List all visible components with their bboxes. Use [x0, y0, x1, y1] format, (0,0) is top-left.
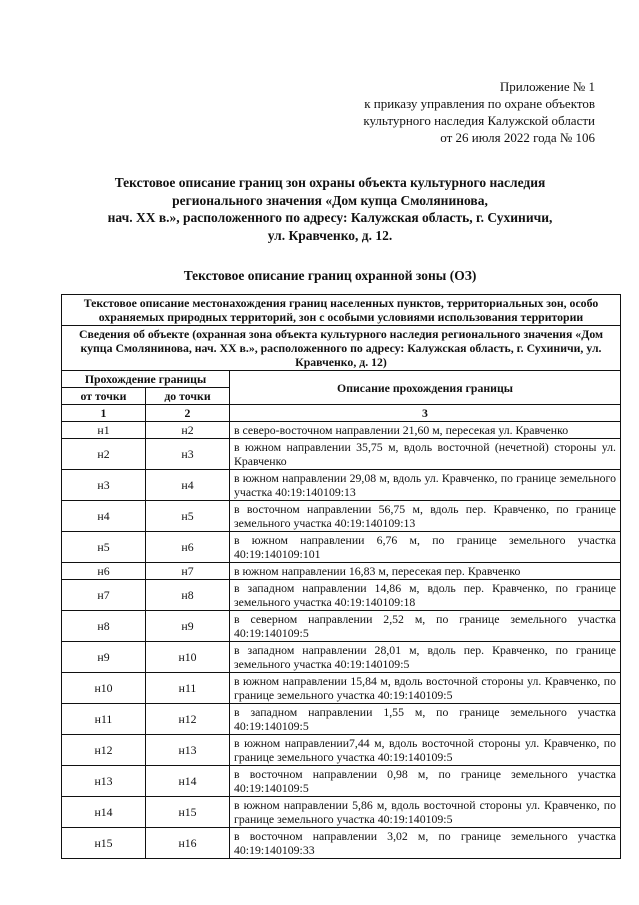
point-to-cell: н15 — [146, 797, 230, 828]
title-line-3: нач. XX в.», расположенного по адресу: Калужская область, г. Сухиничи, — [107, 210, 553, 225]
boundary-description-cell: в южном направлении 16,83 м, пересекая пер. Кравченко — [230, 563, 621, 580]
point-from-cell: н4 — [62, 501, 146, 532]
title-line-4: ул. Кравченко, д. 12. — [267, 227, 393, 243]
table-header-object: Сведения об объекте (охранная зона объекта культурного наследия регионального значения «Дом купца Смолянинова, нач. XX в.», расположенного по адресу: Калужская область, г. Сухиничи, ул. Кравченко, д. 12) — [62, 326, 621, 371]
point-from-cell: н5 — [62, 532, 146, 563]
table-row — [62, 797, 621, 828]
section-subtitle: Текстовое описание границ охранной зоны (ОЗ) — [183, 268, 477, 283]
table-row — [62, 422, 621, 439]
appendix-block — [363, 78, 595, 146]
table-row — [62, 673, 621, 704]
point-from-cell: н14 — [62, 797, 146, 828]
point-from-cell: н7 — [62, 580, 146, 611]
point-to-cell: н14 — [146, 766, 230, 797]
point-from-cell: н8 — [62, 611, 146, 642]
column-header-from: от точки — [62, 388, 146, 405]
point-to-cell: н3 — [146, 439, 230, 470]
point-to-cell: н11 — [146, 673, 230, 704]
table-row — [62, 580, 621, 611]
point-to-cell: н8 — [146, 580, 230, 611]
point-to-cell: н9 — [146, 611, 230, 642]
boundary-description-cell: в западном направлении 1,55 м, по границе земельного участка 40:19:140109:5 — [230, 704, 621, 735]
table-row — [62, 766, 621, 797]
boundary-description-cell: в восточном направлении 3,02 м, по границе земельного участка 40:19:140109:33 — [230, 828, 621, 859]
boundary-description-cell: в восточном направлении 56,75 м, вдоль пер. Кравченко, по границе земельного участка 40:19:140109:13 — [230, 501, 621, 532]
point-to-cell: н6 — [146, 532, 230, 563]
boundary-description-cell: в южном направлении 29,08 м, вдоль ул. Кравченко, по границе земельного участка 40:19:140109:13 — [230, 470, 621, 501]
table-row — [62, 439, 621, 470]
table-row — [62, 611, 621, 642]
point-to-cell: н16 — [146, 828, 230, 859]
appendix-line-4: от 26 июля 2022 года № 106 — [440, 130, 595, 145]
table-row — [62, 642, 621, 673]
point-from-cell: н9 — [62, 642, 146, 673]
point-to-cell: н13 — [146, 735, 230, 766]
point-from-cell: н3 — [62, 470, 146, 501]
boundary-description-cell: в южном направлении7,44 м, вдоль восточной стороны ул. Кравченко, по границе земельного участка 40:19:140109:5 — [230, 735, 621, 766]
boundary-description-cell: в южном направлении 15,84 м, вдоль восточной стороны ул. Кравченко, по границе земельного участка 40:19:140109:5 — [230, 673, 621, 704]
boundary-description-cell: в северо-восточном направлении 21,60 м, пересекая ул. Кравченко — [230, 422, 621, 439]
column-number-1: 1 — [62, 405, 146, 422]
column-number-3: 3 — [230, 405, 621, 422]
point-to-cell: н2 — [146, 422, 230, 439]
title-line-1: Текстовое описание границ зон охраны объекта культурного наследия — [114, 175, 546, 190]
boundary-table — [61, 294, 621, 859]
point-to-cell: н7 — [146, 563, 230, 580]
column-header-to: до точки — [146, 388, 230, 405]
appendix-line-1: Приложение № 1 — [499, 79, 595, 94]
point-from-cell: н10 — [62, 673, 146, 704]
point-to-cell: н10 — [146, 642, 230, 673]
point-from-cell: н15 — [62, 828, 146, 859]
column-number-2: 2 — [146, 405, 230, 422]
boundary-description-cell: в южном направлении 5,86 м, вдоль восточной стороны ул. Кравченко, по границе земельного участка 40:19:140109:5 — [230, 797, 621, 828]
appendix-line-2: к приказу управления по охране объектов — [364, 96, 595, 111]
point-to-cell: н4 — [146, 470, 230, 501]
point-from-cell: н13 — [62, 766, 146, 797]
table-row — [62, 704, 621, 735]
point-from-cell: н11 — [62, 704, 146, 735]
table-row — [62, 470, 621, 501]
boundary-description-cell: в южном направлении 6,76 м, по границе земельного участка 40:19:140109:101 — [230, 532, 621, 563]
point-to-cell: н5 — [146, 501, 230, 532]
boundary-description-cell: в южном направлении 35,75 м, вдоль восточной (нечетной) стороны ул. Кравченко — [230, 439, 621, 470]
title-line-2: регионального значения «Дом купца Смолянинова, — [172, 192, 488, 208]
table-header-main: Текстовое описание местонахождения границ населенных пунктов, территориальных зон, особо охраняемых природных территорий, зон с особыми условиями использования территории — [62, 295, 621, 326]
column-header-description: Описание прохождения границы — [230, 371, 621, 405]
appendix-line-3: культурного наследия Калужской области — [363, 113, 595, 128]
table-row — [62, 563, 621, 580]
point-from-cell: н1 — [62, 422, 146, 439]
boundary-description-cell: в северном направлении 2,52 м, по границе земельного участка 40:19:140109:5 — [230, 611, 621, 642]
table-row — [62, 501, 621, 532]
boundary-description-cell: в восточном направлении 0,98 м, по границе земельного участка 40:19:140109:5 — [230, 766, 621, 797]
point-from-cell: н6 — [62, 563, 146, 580]
table-row — [62, 735, 621, 766]
table-row — [62, 828, 621, 859]
boundary-description-cell: в западном направлении 14,86 м, вдоль пер. Кравченко, по границе земельного участка 40:19:140109:18 — [230, 580, 621, 611]
document-title — [60, 174, 600, 244]
boundary-description-cell: в западном направлении 28,01 м, вдоль пер. Кравченко, по границе земельного участка 40:19:140109:5 — [230, 642, 621, 673]
point-from-cell: н12 — [62, 735, 146, 766]
point-to-cell: н12 — [146, 704, 230, 735]
column-header-passage: Прохождение границы — [62, 371, 230, 388]
table-row — [62, 532, 621, 563]
point-from-cell: н2 — [62, 439, 146, 470]
